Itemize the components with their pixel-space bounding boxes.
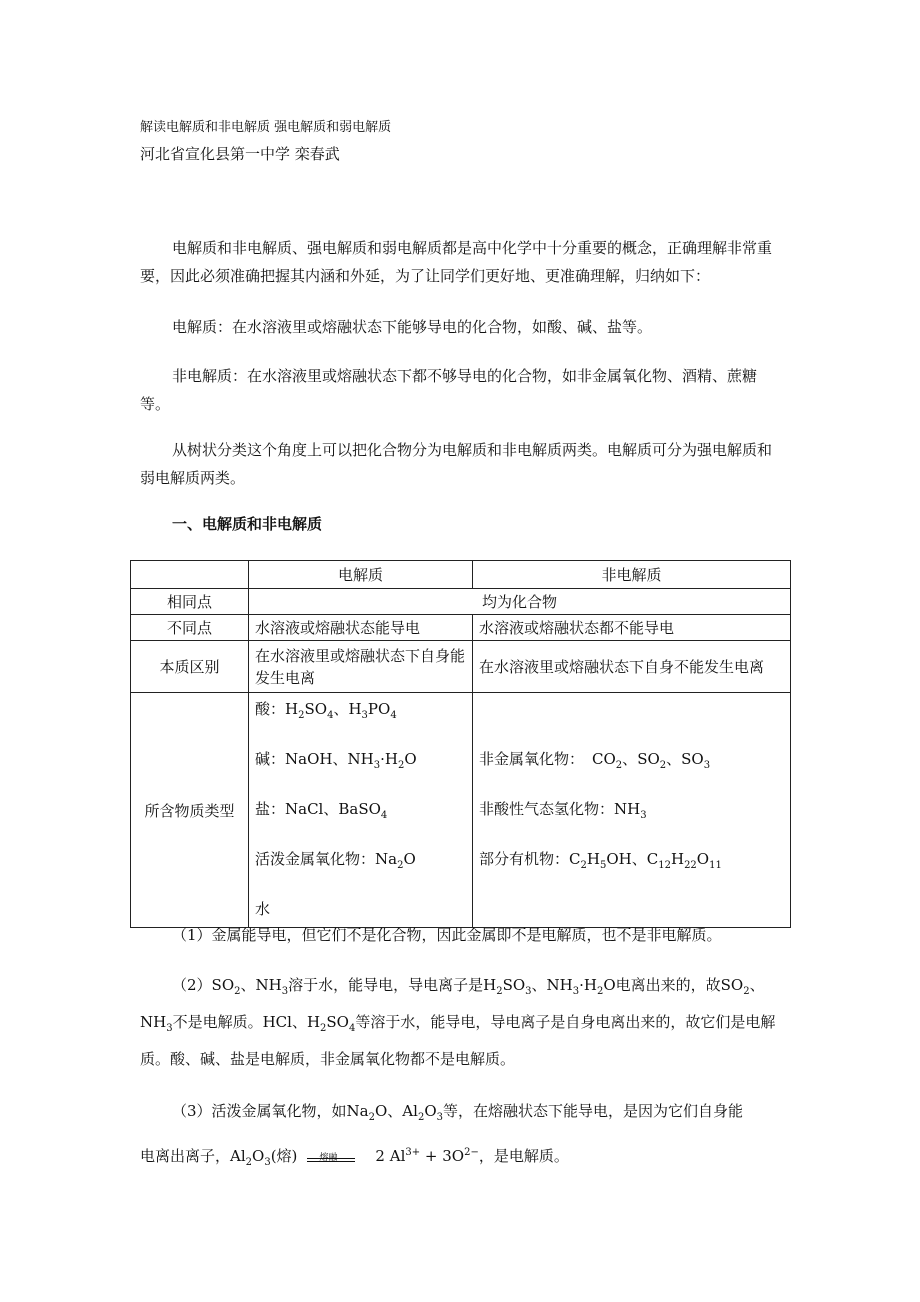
formula-part: SO bbox=[681, 750, 704, 768]
bases-label: 碱： bbox=[255, 750, 286, 768]
subscript: 3 bbox=[703, 760, 711, 771]
note-3-equation-line bbox=[140, 1138, 790, 1178]
formula-part: H bbox=[348, 700, 362, 718]
subscript: 12 bbox=[658, 860, 671, 871]
subscript: 2 bbox=[397, 860, 404, 871]
table-header-row bbox=[131, 561, 791, 589]
essence-electrolyte bbox=[249, 641, 473, 693]
formula-part: O bbox=[696, 850, 710, 868]
note-3 bbox=[140, 1096, 790, 1133]
note-3b-part: + 3O bbox=[420, 1147, 465, 1165]
separator: 、 bbox=[631, 850, 647, 868]
definition-non-electrolyte: 非电解质：在水溶液里或熔融状态下都不够导电的化合物，如非金属氧化物、酒精、蔗糖等。 bbox=[140, 367, 758, 413]
subscript: 11 bbox=[709, 860, 722, 871]
formula-part: NH bbox=[347, 750, 374, 768]
acids-entry bbox=[255, 697, 466, 747]
subscript: 2 bbox=[596, 986, 604, 997]
essence-electrolyte-text: 在水溶液里或熔融状态下自身能发生电离 bbox=[255, 646, 466, 687]
note-2-part: 等溶于水，能导电，导电离子是自身电离出来的，故它们是电解质。酸、碱、盐是电解质，非金属氧化物都不是电解质。 bbox=[140, 1013, 776, 1068]
note-2-part: SO bbox=[502, 976, 526, 994]
subscript: 2 bbox=[496, 986, 503, 997]
acids-label: 酸： bbox=[255, 700, 286, 718]
definition-electrolyte: 电解质：在水溶液里或熔融状态下能够导电的化合物，如酸、碱、盐等。 bbox=[172, 318, 653, 336]
separator: 、 bbox=[333, 700, 349, 718]
formula-part: CO bbox=[592, 750, 616, 768]
subscript: 3 bbox=[640, 810, 647, 821]
bases-entry bbox=[255, 747, 466, 797]
subscript: 3 bbox=[361, 710, 368, 721]
subscript: 22 bbox=[684, 860, 697, 871]
note-3-part: O bbox=[424, 1102, 437, 1120]
essence-non-electrolyte bbox=[473, 641, 791, 693]
salts-label: 盐： bbox=[255, 800, 286, 818]
subscript: 3 bbox=[525, 986, 532, 997]
document-author: 河北省宣化县第一中学 栾春武 bbox=[140, 145, 340, 163]
formula-part: C bbox=[646, 850, 659, 868]
essence-non-electrolyte-text: 在水溶液里或熔融状态下自身不能发生电离 bbox=[479, 657, 765, 676]
superscript: 3+ bbox=[405, 1147, 421, 1158]
subscript: 4 bbox=[380, 810, 388, 821]
header-electrolyte: 电解质 bbox=[249, 561, 473, 589]
note-2-part: 不是电解质。HCl、H bbox=[172, 1013, 321, 1031]
formula-part: H bbox=[670, 850, 685, 868]
subscript: 2 bbox=[417, 1112, 425, 1123]
subscript: 3 bbox=[264, 1157, 271, 1168]
note-3b-part: ，是电解质。 bbox=[478, 1147, 569, 1165]
note-2-part: 、NH bbox=[531, 976, 573, 994]
oxides-entry bbox=[255, 847, 466, 897]
note-3-part: （3）活泼金属氧化物，如Na bbox=[172, 1102, 369, 1120]
subscript: 2 bbox=[615, 760, 623, 771]
document-title: 解读电解质和非电解质 强电解质和弱电解质 bbox=[140, 120, 392, 135]
note-3b-part: 2 Al bbox=[375, 1147, 406, 1165]
table-row bbox=[131, 589, 791, 615]
subscript: 2 bbox=[245, 1157, 253, 1168]
note-1: （1）金属能导电，但它们不是化合物，因此金属即不是电解质，也不是非电解质。 bbox=[172, 926, 722, 944]
classification-paragraph: 从树状分类这个角度上可以把化合物分为电解质和非电解质两类。电解质可分为强电解质和弱电解质两类。 bbox=[140, 441, 773, 487]
subscript: 2 bbox=[298, 710, 305, 721]
row-label-types: 所含物质类型 bbox=[131, 693, 249, 928]
subscript: 2 bbox=[397, 760, 405, 771]
formula-part: H bbox=[586, 850, 600, 868]
note-2 bbox=[140, 970, 790, 1074]
comparison-table bbox=[130, 560, 791, 928]
arrow-condition-label: 熔融 bbox=[319, 1153, 338, 1163]
note-2-part: 、NH bbox=[140, 976, 765, 1031]
note-2-part: 、NH bbox=[240, 976, 282, 994]
note-3b-part: (熔) bbox=[270, 1147, 298, 1165]
types-non-electrolyte bbox=[473, 693, 791, 928]
note-2-part: O电离出来的，故SO bbox=[603, 976, 744, 994]
subscript: 3 bbox=[572, 986, 580, 997]
diff-electrolyte: 水溶液或熔融状态能导电 bbox=[249, 615, 473, 641]
organics-label: 部分有机物： bbox=[479, 850, 570, 868]
subscript: 4 bbox=[348, 1023, 356, 1034]
melting-equation-arrow bbox=[307, 1147, 355, 1167]
formula-part: O bbox=[403, 850, 416, 868]
separator: 、 bbox=[323, 800, 339, 818]
row-label-same: 相同点 bbox=[131, 589, 249, 615]
row-label-diff: 不同点 bbox=[131, 615, 249, 641]
header-non-electrolyte: 非电解质 bbox=[473, 561, 791, 589]
table-row bbox=[131, 641, 791, 693]
formula-part: SO bbox=[304, 700, 328, 718]
formula-part: BaSO bbox=[338, 800, 381, 818]
table-row bbox=[131, 693, 791, 928]
formula-part: C bbox=[569, 850, 581, 868]
subscript: 2 bbox=[659, 760, 667, 771]
row-same-value: 均为化合物 bbox=[249, 589, 791, 615]
note-2-part: （2）SO bbox=[172, 976, 235, 994]
hydrides-entry bbox=[479, 797, 784, 847]
table-row bbox=[131, 615, 791, 641]
salts-entry bbox=[255, 797, 466, 847]
note-3b-part: O bbox=[252, 1147, 265, 1165]
note-3-part: O、Al bbox=[375, 1102, 418, 1120]
oxides-label: 活泼金属氧化物： bbox=[255, 850, 376, 868]
note-3b-part: 电离出离子，Al bbox=[140, 1147, 246, 1165]
separator: 、 bbox=[622, 750, 638, 768]
subscript: 3 bbox=[281, 986, 289, 997]
subscript: 3 bbox=[166, 1023, 173, 1034]
formula-part: OH bbox=[606, 850, 632, 868]
formula-part: ·H bbox=[380, 750, 398, 768]
formula-part: NH bbox=[614, 800, 641, 818]
subscript: 5 bbox=[599, 860, 607, 871]
diff-non-electrolyte: 水溶液或熔融状态都不能导电 bbox=[473, 615, 791, 641]
types-electrolyte bbox=[249, 693, 473, 928]
separator: 、 bbox=[332, 750, 348, 768]
formula-part: NaOH bbox=[285, 750, 333, 768]
subscript: 3 bbox=[436, 1112, 443, 1123]
superscript: 2− bbox=[464, 1147, 479, 1158]
header-blank-cell bbox=[131, 561, 249, 589]
formula-part: Na bbox=[375, 850, 398, 868]
note-2-part: 溶于水，能导电，导电离子是H bbox=[288, 976, 497, 994]
separator: 、 bbox=[666, 750, 682, 768]
subscript: 4 bbox=[390, 710, 397, 721]
subscript: 3 bbox=[373, 760, 381, 771]
nonmetal-oxides-entry bbox=[479, 747, 784, 797]
intro-paragraph-1: 电解质和非电解质、强电解质和弱电解质都是高中化学中十分重要的概念，正确理解非常重要，因此必须准确把握其内涵和外延，为了让同学们更好地、更准确理解，归纳如下： bbox=[140, 239, 773, 285]
formula-part: O bbox=[404, 750, 417, 768]
formula-part: PO bbox=[367, 700, 391, 718]
note-2-part: ·H bbox=[579, 976, 597, 994]
subscript: 2 bbox=[320, 1023, 327, 1034]
note-3-part: 等，在熔融状态下能导电，是因为它们自身能 bbox=[443, 1102, 744, 1120]
formula-part: SO bbox=[637, 750, 660, 768]
organics-entry bbox=[479, 847, 784, 897]
subscript: 2 bbox=[234, 986, 241, 997]
note-2-part: SO bbox=[326, 1013, 349, 1031]
subscript: 4 bbox=[327, 710, 334, 721]
subscript: 2 bbox=[743, 986, 750, 997]
formula-part: NaCl bbox=[285, 800, 324, 818]
subscript: 2 bbox=[368, 1112, 375, 1123]
subscript: 2 bbox=[580, 860, 587, 871]
water-entry: 水 bbox=[255, 900, 271, 918]
formula-part: H bbox=[285, 700, 299, 718]
section-heading-1: 一、电解质和非电解质 bbox=[172, 515, 323, 533]
hydrides-label: 非酸性气态氢化物： bbox=[479, 800, 615, 818]
nonmetal-oxides-label: 非金属氧化物： bbox=[479, 750, 585, 768]
row-label-essence: 本质区别 bbox=[131, 641, 249, 693]
